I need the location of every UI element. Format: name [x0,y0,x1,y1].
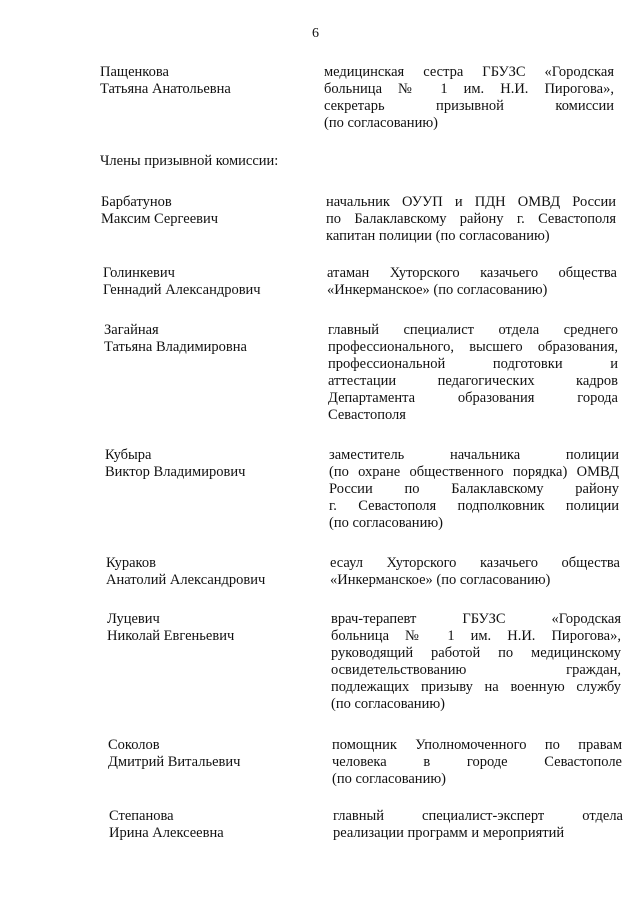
member-name-line: Голинкевич [103,265,175,281]
member-name-line: Загайная [104,322,159,338]
member-name-line: Николай Евгеньевич [107,628,235,644]
member-name-line: Максим Сергеевич [101,211,219,227]
member-role-line: России по Балаклавскому району [329,481,619,497]
member-role [330,555,620,589]
member-name [106,555,265,589]
member-role [328,322,618,424]
member-role-line: руководящий работой по медицинскому [331,645,621,661]
member-role [327,265,617,299]
member-role-line: «Инкерманское» (по согласованию) [330,572,551,588]
member-role-line: секретарь призывной комиссии [324,98,614,114]
member-role-line: (по согласованию) [332,771,446,787]
member-role-line: помощник Уполномоченного по правам [332,737,622,753]
member-role-line: аттестации педагогических кадров [328,373,618,389]
member-role [333,808,623,842]
member-role-line: главный специалист отдела среднего [328,322,618,338]
member-name [107,611,234,645]
member-role [326,194,616,245]
member-role-line: больница № 1 им. Н.И. Пирогова», [324,81,614,97]
page-number: 6 [312,26,319,41]
member-role-line: медицинская сестра ГБУЗС «Городская [324,64,614,80]
member-name-line: Кубыра [105,447,152,463]
member-name [105,447,245,481]
member-name-line: Пащенкова [100,64,169,80]
member-role-line: начальник ОУУП и ПДН ОМВД России [326,194,616,210]
member-name-line: Татьяна Владимировна [104,339,247,355]
member-name-line: Степанова [109,808,174,824]
member-role-line: (по согласованию) [329,515,443,531]
member-name-line: Виктор Владимирович [105,464,246,480]
member-role-line: профессиональной подготовки и [328,356,618,372]
member-role-line: профессионального, высшего образования, [328,339,618,355]
member-name [101,194,218,228]
member-role-line: врач-терапевт ГБУЗС «Городская [331,611,621,627]
members-heading: Члены призывной комиссии: [100,153,279,169]
member-role-line: заместитель начальника полиции [329,447,619,463]
member-role-line: (по согласованию) [324,115,438,131]
member-role-line: г. Севастополя подполковник полиции [329,498,619,514]
member-role [329,447,619,532]
member-name [104,322,247,356]
member-role [332,737,622,788]
member-role-line: больница № 1 им. Н.И. Пирогова», [331,628,621,644]
member-role-line: атаман Хуторского казачьего общества [327,265,617,281]
member-name-line: Соколов [108,737,160,753]
member-role-line: Департамента образования города [328,390,618,406]
member-role-line: человека в городе Севастополе [332,754,622,770]
member-name-line: Барбатунов [101,194,172,210]
member-role-line: по Балаклавскому району г. Севастополя [326,211,616,227]
member-name-line: Дмитрий Витальевич [108,754,241,770]
member-role [324,64,614,132]
member-name-line: Ирина Алексеевна [109,825,224,841]
member-name-line: Геннадий Александрович [103,282,261,298]
member-role-line: капитан полиции (по согласованию) [326,228,550,244]
member-role-line: есаул Хуторского казачьего общества [330,555,620,571]
member-name [108,737,240,771]
member-role-line: (по согласованию) [331,696,445,712]
member-name [100,64,231,98]
member-role [331,611,621,713]
member-role-line: (по охране общественного порядка) ОМВД [329,464,619,480]
member-role-line: реализации программ и мероприятий [333,825,565,841]
member-role-line: Севастополя [328,407,406,423]
member-role-line: освидетельствованию граждан, [331,662,621,678]
member-name-line: Кураков [106,555,156,571]
member-name-line: Луцевич [107,611,160,627]
member-role-line: подлежащих призыву на военную службу [331,679,621,695]
member-name-line: Татьяна Анатольевна [100,81,231,97]
member-role-line: «Инкерманское» (по согласованию) [327,282,548,298]
member-role-line: главный специалист-эксперт отдела [333,808,623,824]
member-name-line: Анатолий Александрович [106,572,266,588]
member-name [103,265,261,299]
member-name [109,808,224,842]
